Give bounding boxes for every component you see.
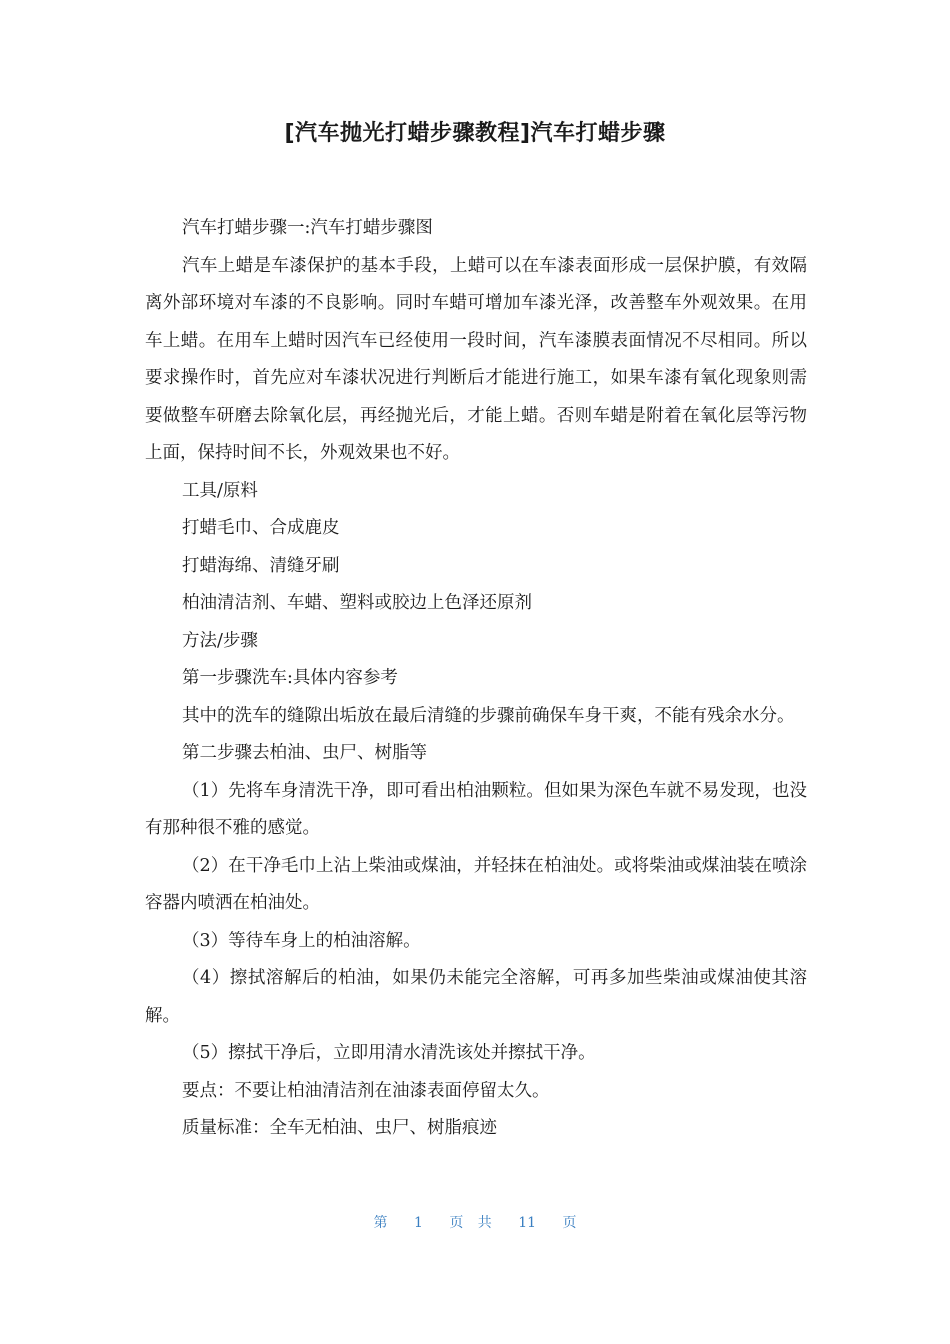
paragraph: 打蜡海绵、清缝牙刷 [182, 555, 340, 576]
paragraph: 汽车打蜡步骤一:汽车打蜡步骤图 [182, 218, 433, 238]
footer-total-pages: 11 [518, 1215, 537, 1231]
paragraph: （5）擦拭干净后，立即用清水清洗该处并擦拭干净。 [182, 1043, 596, 1063]
document-title: [汽车抛光打蜡步骤教程]汽车打蜡步骤 [284, 121, 666, 146]
footer-middle: 页 共 [449, 1215, 492, 1231]
footer-page-number: 1 [413, 1215, 423, 1231]
paragraph: 要点：不要让柏油清洁剂在油漆表面停留太久。 [182, 1080, 550, 1101]
paragraph: 汽车上蜡是车漆保护的基本手段，上蜡可以在车漆表面形成一层保护膜，有效隔离外部环境对车漆的不良影响。同时车蜡可增加车漆光泽，改善整车外观效果。在用车上蜡。在用车上蜡时因汽车已经使用一段时间，汽车漆膜表面情况不尽相同。所以要求操作时，首先应对车漆状况进行判断后才能进行施工，如果车漆有氧化现象则需要做整车研磨去除氧化层，再经抛光后，才能上蜡。否则车蜡是附着在氧化层等污物上面，保持时间不长，外观效果也不好。 [145, 255, 807, 463]
paragraph: 第一步骤洗车:具体内容参考 [182, 668, 398, 688]
page-footer [0, 1212, 950, 1232]
paragraph: 工具/原料 [182, 480, 258, 501]
paragraph: （3）等待车身上的柏油溶解。 [182, 930, 421, 951]
document-body [145, 210, 807, 1148]
paragraph: （4）擦拭溶解后的柏油，如果仍未能完全溶解，可再多加些柴油或煤油使其溶解。 [145, 968, 807, 1026]
paragraph: 柏油清洁剂、车蜡、塑料或胶边上色泽还原剂 [182, 593, 532, 613]
paragraph: 其中的洗车的缝隙出垢放在最后清缝的步骤前确保车身干爽，不能有残余水分。 [182, 705, 795, 726]
paragraph: （2）在干净毛巾上沾上柴油或煤油，并轻抹在柏油处。或将柴油或煤油装在喷涂容器内喷洒在柏油处。 [145, 855, 807, 913]
paragraph: 第二步骤去柏油、虫尸、树脂等 [182, 743, 427, 763]
paragraph: （1）先将车身清洗干净，即可看出柏油颗粒。但如果为深色车就不易发现，也没有那种很不雅的感觉。 [145, 780, 807, 838]
footer-prefix: 第 [373, 1215, 388, 1231]
paragraph: 打蜡毛巾、合成鹿皮 [182, 518, 340, 538]
paragraph: 方法/步骤 [182, 630, 258, 651]
footer-suffix: 页 [562, 1215, 577, 1231]
paragraph: 质量标准：全车无柏油、虫尸、树脂痕迹 [182, 1118, 497, 1138]
